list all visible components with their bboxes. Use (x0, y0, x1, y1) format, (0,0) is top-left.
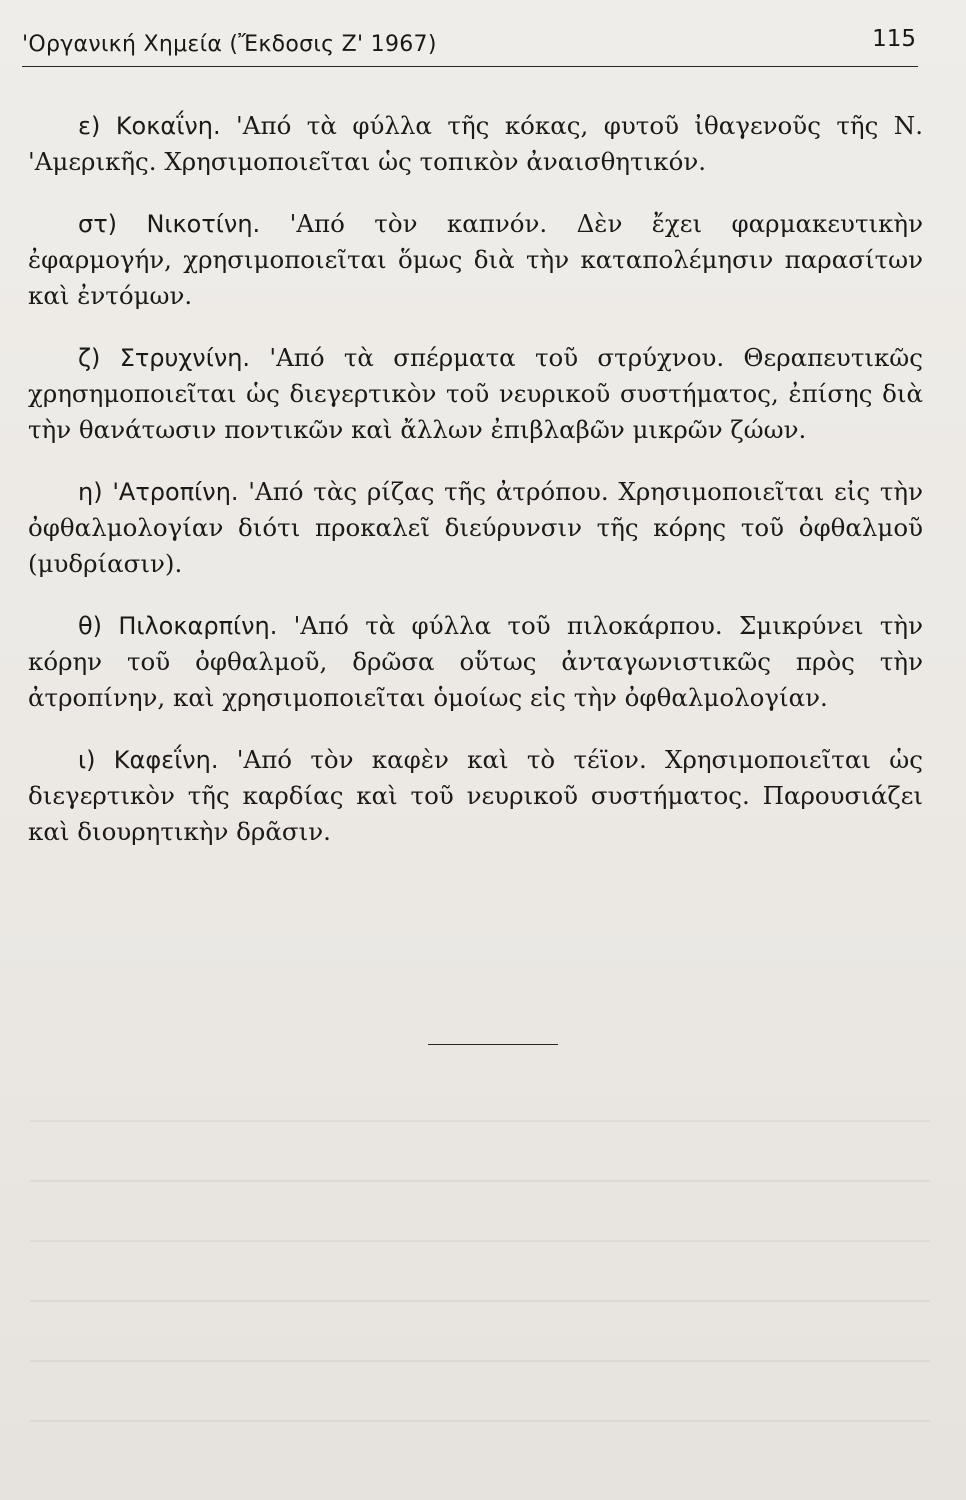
entry-label: θ) (78, 612, 103, 640)
entry-text: 'Από τὰ φύλλα τῆς κόκας, φυτοῦ ἰθαγενοῦς τῆς Ν. 'Αμερικῆς. Χρησιμοποιεῖται ὡς τοπικὸν ἀναισθητικόν. (28, 111, 924, 176)
entry-paragraph (28, 608, 923, 716)
page-number: 115 (872, 26, 916, 52)
bleed-through-line (30, 1300, 930, 1302)
entry-label: ζ) (78, 344, 101, 372)
bleed-through-line (30, 1360, 930, 1362)
entry-label: η) (78, 478, 103, 506)
entry-paragraph (28, 474, 923, 582)
entry-cocaine (28, 108, 923, 180)
header-rule (22, 66, 918, 67)
entry-text: 'Από τὸν καπνόν. Δὲν ἔχει φαρμακευτικὴν ἐφαρμογήν, χρησιμοποιεῖται ὅμως διὰ τὴν καταπολέμησιν παρασίτων καὶ ἐντόμων. (28, 209, 923, 310)
alkaloid-list (28, 108, 923, 876)
entry-text: 'Από τὰς ρίζας τῆς ἀτρόπου. Χρησιμοποιεῖται εἰς τὴν ὀφθαλμολογίαν διότι προκαλεῖ διεύρυνσιν τῆς κόρης τοῦ ὀφθαλμοῦ (μυδρίασιν). (28, 477, 923, 578)
entry-name: Κοκαΐνη. (115, 112, 221, 140)
entry-text: 'Από τὸν καφὲν καὶ τὸ τέϊον. Χρησιμοποιεῖται ὡς διεγερτικὸν τῆς καρδίας καὶ τοῦ νευρικοῦ συστήματος. Παρουσιάζει καὶ διουρητικὴν δρᾶσιν. (28, 745, 923, 846)
entry-pilocarpine (28, 608, 923, 716)
entry-nicotine (28, 206, 923, 314)
entry-atropine (28, 474, 923, 582)
entry-name: Πιλοκαρπίνη. (118, 612, 278, 640)
entry-name: Νικοτίνη. (146, 210, 261, 238)
running-title: 'Οργανική Χημεία (Ἔκδοσις Ζ' 1967) (22, 32, 437, 57)
entry-paragraph (28, 206, 923, 314)
entry-paragraph (28, 340, 923, 448)
entry-name: Καφεΐνη. (113, 746, 219, 774)
section-divider (428, 1044, 558, 1045)
bleed-through-line (30, 1120, 930, 1122)
entry-name: Στρυχνίνη. (119, 344, 251, 372)
entry-text: 'Από τὰ σπέρματα τοῦ στρύχνου. Θεραπευτικῶς χρησημοποιεῖται ὡς διεγερτικὸν τοῦ νευρικοῦ συστήματος, ἐπίσης διὰ τὴν θανάτωσιν ποντικῶν καὶ ἄλλων ἐπιβλαβῶν μικρῶν ζώων. (28, 343, 923, 444)
entry-label: στ) (78, 210, 118, 238)
bleed-through-line (30, 1240, 930, 1242)
entry-paragraph (28, 742, 923, 850)
running-header (22, 26, 922, 66)
bleed-through-line (30, 1180, 930, 1182)
entry-label: ι) (78, 746, 96, 774)
entry-paragraph (28, 108, 923, 180)
entry-text: 'Από τὰ φύλλα τοῦ πιλοκάρπου. Σμικρύνει τὴν κόρην τοῦ ὀφθαλμοῦ, δρῶσα οὕτως ἀνταγωνιστικῶς πρὸς τὴν ἀτροπίνην, καὶ χρησιμοποιεῖται ὁμοίως εἰς τὴν ὀφθαλμολογίαν. (28, 611, 923, 712)
entry-label: ε) (78, 112, 101, 140)
entry-strychnine (28, 340, 923, 448)
entry-name: 'Ατροπίνη. (112, 478, 239, 506)
bleed-through-line (30, 1420, 930, 1422)
entry-caffeine (28, 742, 923, 850)
